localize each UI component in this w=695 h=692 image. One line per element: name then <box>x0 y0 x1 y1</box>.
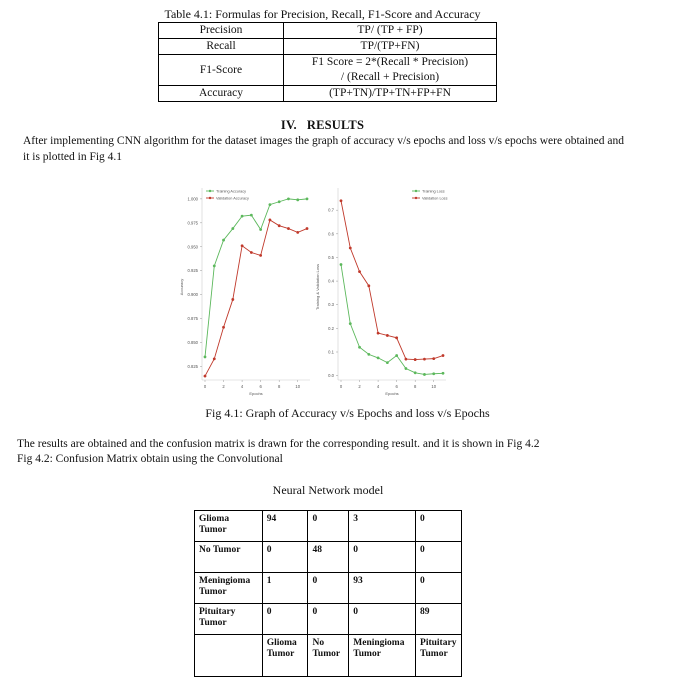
formula-line: TP/ (TP + FP) <box>357 24 423 36</box>
x-tick-label: 4 <box>240 384 244 389</box>
data-point <box>405 358 408 361</box>
y-tick-label: 0.6 <box>328 231 334 237</box>
data-point <box>377 332 380 335</box>
section-heading <box>0 118 645 133</box>
matrix-cell-text: 94 <box>266 514 277 524</box>
x-tick-label: 0 <box>339 384 343 389</box>
x-tick-label: 10 <box>431 384 437 389</box>
matrix-cell <box>308 573 349 604</box>
data-point <box>358 270 361 273</box>
row-label-text: Meningioma <box>199 576 251 586</box>
legend-marker <box>209 190 211 192</box>
data-point <box>231 298 234 301</box>
matrix-cell <box>262 604 308 635</box>
matrix-cell <box>349 542 416 573</box>
matrix-cell-text: 0 <box>312 514 318 524</box>
section-number: IV. <box>280 118 297 132</box>
legend-marker <box>209 197 211 199</box>
data-point <box>349 247 352 250</box>
column-label-text: No <box>312 638 325 648</box>
y-tick-label: 0.1 <box>328 349 334 355</box>
data-point <box>306 197 309 200</box>
figure-caption-continued: Neural Network model <box>272 483 384 497</box>
data-point <box>405 367 408 370</box>
data-point <box>395 354 398 357</box>
column-label-text: Tumor <box>420 649 448 659</box>
metric-formula <box>284 86 497 102</box>
row-label-text: No Tumor <box>199 545 241 555</box>
legend-marker <box>415 190 417 192</box>
data-point <box>222 239 225 242</box>
x-axis-label: Epochs <box>385 391 399 396</box>
column-label-text: Tumor <box>312 649 341 659</box>
y-tick-label: 0.7 <box>328 207 334 213</box>
series-line <box>205 199 307 357</box>
matrix-cell <box>416 542 462 573</box>
x-tick-label: 2 <box>358 384 361 389</box>
figure-caption: Fig 4.1: Graph of Accuracy v/s Epochs and loss v/s Epochs <box>205 406 490 420</box>
metric-name: Recall <box>159 39 284 55</box>
data-point <box>414 371 417 374</box>
matrix-cell-text: 0 <box>312 576 318 586</box>
data-point <box>423 358 426 361</box>
data-point <box>241 244 244 247</box>
row-label <box>195 573 263 604</box>
y-axis-label: Training & Validation Loss <box>315 263 320 311</box>
matrix-cell-text: 89 <box>420 607 430 617</box>
y-tick-label: 0.975 <box>187 220 198 226</box>
data-point <box>250 251 253 254</box>
y-tick-label: 0.875 <box>187 316 198 322</box>
matrix-cell <box>308 604 349 635</box>
data-point <box>213 265 216 268</box>
data-point <box>367 284 370 287</box>
y-tick-label: 1.000 <box>187 196 198 202</box>
metric-name: Accuracy <box>159 86 284 102</box>
series-line <box>341 201 443 360</box>
data-point <box>204 356 207 359</box>
column-label <box>308 635 349 677</box>
matrix-cell-text: 0 <box>420 576 425 586</box>
legend-label: Training Accuracy <box>216 189 247 194</box>
row-label-text: Tumor <box>199 525 227 535</box>
matrix-cell <box>349 573 416 604</box>
matrix-cell <box>416 511 462 542</box>
data-point <box>287 197 290 200</box>
matrix-cell-text: 0 <box>266 545 272 555</box>
matrix-row <box>195 604 462 635</box>
data-point <box>432 357 435 360</box>
x-tick-label: 6 <box>395 384 398 389</box>
column-label-text: Glioma <box>266 638 297 648</box>
matrix-cell-text: 48 <box>312 545 322 555</box>
data-point <box>269 203 272 206</box>
metric-name: Precision <box>159 23 284 39</box>
matrix-cell-text: 3 <box>353 514 359 524</box>
legend-label: Validation Loss <box>422 196 448 201</box>
column-label-text: Meningioma <box>353 638 405 648</box>
x-tick-label: 8 <box>278 384 281 389</box>
matrix-cell-text: 0 <box>353 545 359 555</box>
matrix-cell <box>262 542 308 573</box>
y-axis-label: Accuracy <box>179 278 184 296</box>
y-tick-label: 0.950 <box>187 244 198 250</box>
y-tick-label: 0.900 <box>187 292 198 298</box>
y-tick-label: 0.850 <box>187 340 198 346</box>
legend-marker <box>415 197 417 199</box>
row-label <box>195 542 263 573</box>
formula-line: (TP+TN)/TP+TN+FP+FN <box>329 87 451 99</box>
confusion-matrix <box>194 510 462 677</box>
metric-formula <box>284 39 497 55</box>
data-point <box>423 373 426 376</box>
legend-label: Validation Accuracy <box>216 196 249 201</box>
matrix-cell-text: 0 <box>353 607 359 617</box>
formula-line: / (Recall + Precision) <box>340 71 440 83</box>
matrix-row <box>195 573 462 604</box>
data-point <box>442 354 445 357</box>
data-point <box>442 372 445 375</box>
x-tick-label: 2 <box>222 384 225 389</box>
column-label-text: Tumor <box>353 649 381 659</box>
series-line <box>341 265 443 375</box>
data-point <box>296 231 299 234</box>
formula-line: F1 Score = 2*(Recall * Precision) <box>311 56 469 68</box>
paragraph-results <box>23 133 641 165</box>
column-label-text: Pituitary <box>420 638 457 648</box>
formula-row <box>159 86 497 102</box>
matrix-cell-text: 0 <box>420 514 425 524</box>
y-tick-label: 0.2 <box>328 325 334 331</box>
data-point <box>296 198 299 201</box>
matrix-row <box>195 511 462 542</box>
x-tick-label: 10 <box>295 384 301 389</box>
data-point <box>395 336 398 339</box>
matrix-row <box>195 542 462 573</box>
figure-caption: Fig 4.2: Confusion Matrix obtain using the Convolutional <box>17 453 283 465</box>
metric-formula <box>284 23 497 39</box>
matrix-cell-text: 93 <box>353 576 363 586</box>
matrix-cell <box>349 511 416 542</box>
data-point <box>278 200 281 203</box>
formula-line: TP/(TP+FN) <box>360 40 420 52</box>
metric-formula <box>284 55 497 86</box>
matrix-cell <box>349 604 416 635</box>
matrix-cell <box>308 511 349 542</box>
y-tick-label: 0.825 <box>187 364 198 370</box>
y-tick-label: 0.5 <box>328 254 334 260</box>
column-label <box>262 635 308 677</box>
matrix-cell <box>416 604 462 635</box>
legend-label: Training Loss <box>422 189 445 194</box>
data-point <box>386 361 389 364</box>
data-point <box>259 228 262 231</box>
table-caption: Table 4.1: Formulas for Precision, Recall, F1-Score and Accuracy <box>164 7 481 21</box>
row-label-text: Glioma <box>199 514 230 524</box>
matrix-cell-text: 0 <box>266 607 272 617</box>
data-point <box>259 254 262 257</box>
data-point <box>306 227 309 230</box>
column-label <box>416 635 462 677</box>
x-axis-label: Epochs <box>249 391 263 396</box>
row-label-text: Tumor <box>199 618 227 628</box>
data-point <box>358 346 361 349</box>
y-tick-label: 0.925 <box>187 268 198 274</box>
paragraph-line: it is plotted in Fig 4.1 <box>23 151 123 163</box>
data-point <box>414 358 417 361</box>
formula-table <box>158 22 497 102</box>
formula-row <box>159 23 497 39</box>
row-label-text: Pituitary <box>199 607 236 617</box>
column-label <box>349 635 416 677</box>
matrix-cell <box>308 542 349 573</box>
y-tick-label: 0.4 <box>328 278 334 284</box>
section-title: RESULTS <box>306 118 365 132</box>
x-tick-label: 4 <box>376 384 380 389</box>
x-tick-label: 8 <box>414 384 417 389</box>
paragraph-confusion: The results are obtained and the confusion matrix is drawn for the corresponding result. and it is shown in Fig 4.2 <box>17 438 540 450</box>
data-point <box>250 214 253 217</box>
data-point <box>340 263 343 266</box>
data-point <box>231 227 234 230</box>
x-tick-label: 6 <box>259 384 262 389</box>
data-point <box>278 224 281 227</box>
matrix-cell-text: 0 <box>420 545 425 555</box>
metric-name: F1-Score <box>159 55 284 86</box>
loss-chart <box>315 185 450 403</box>
data-point <box>432 372 435 375</box>
formula-row <box>159 55 497 86</box>
data-point <box>213 357 216 360</box>
matrix-header-row <box>195 635 462 677</box>
formula-row <box>159 39 497 55</box>
data-point <box>377 357 380 360</box>
x-tick-label: 0 <box>203 384 207 389</box>
data-point <box>241 215 244 218</box>
row-label <box>195 511 263 542</box>
data-point <box>349 322 352 325</box>
data-point <box>386 334 389 337</box>
column-label-text: Tumor <box>266 649 295 659</box>
data-point <box>340 199 343 202</box>
series-line <box>205 220 307 376</box>
row-label <box>195 604 263 635</box>
data-point <box>367 353 370 356</box>
paragraph-line: After implementing CNN algorithm for the dataset images the graph of accuracy v/s epochs and loss v/s epochs were obtained and <box>23 135 625 147</box>
data-point <box>287 227 290 230</box>
data-point <box>222 326 225 329</box>
y-tick-label: 0.0 <box>328 373 334 379</box>
matrix-cell-text: 1 <box>266 576 272 586</box>
matrix-cell-text: 0 <box>312 607 318 617</box>
matrix-cell <box>416 573 462 604</box>
data-point <box>269 219 272 222</box>
matrix-cell <box>262 573 308 604</box>
accuracy-chart <box>170 185 320 403</box>
y-tick-label: 0.3 <box>328 302 334 308</box>
data-point <box>204 375 207 378</box>
corner-cell <box>195 635 263 677</box>
matrix-cell <box>262 511 308 542</box>
row-label-text: Tumor <box>199 587 227 597</box>
